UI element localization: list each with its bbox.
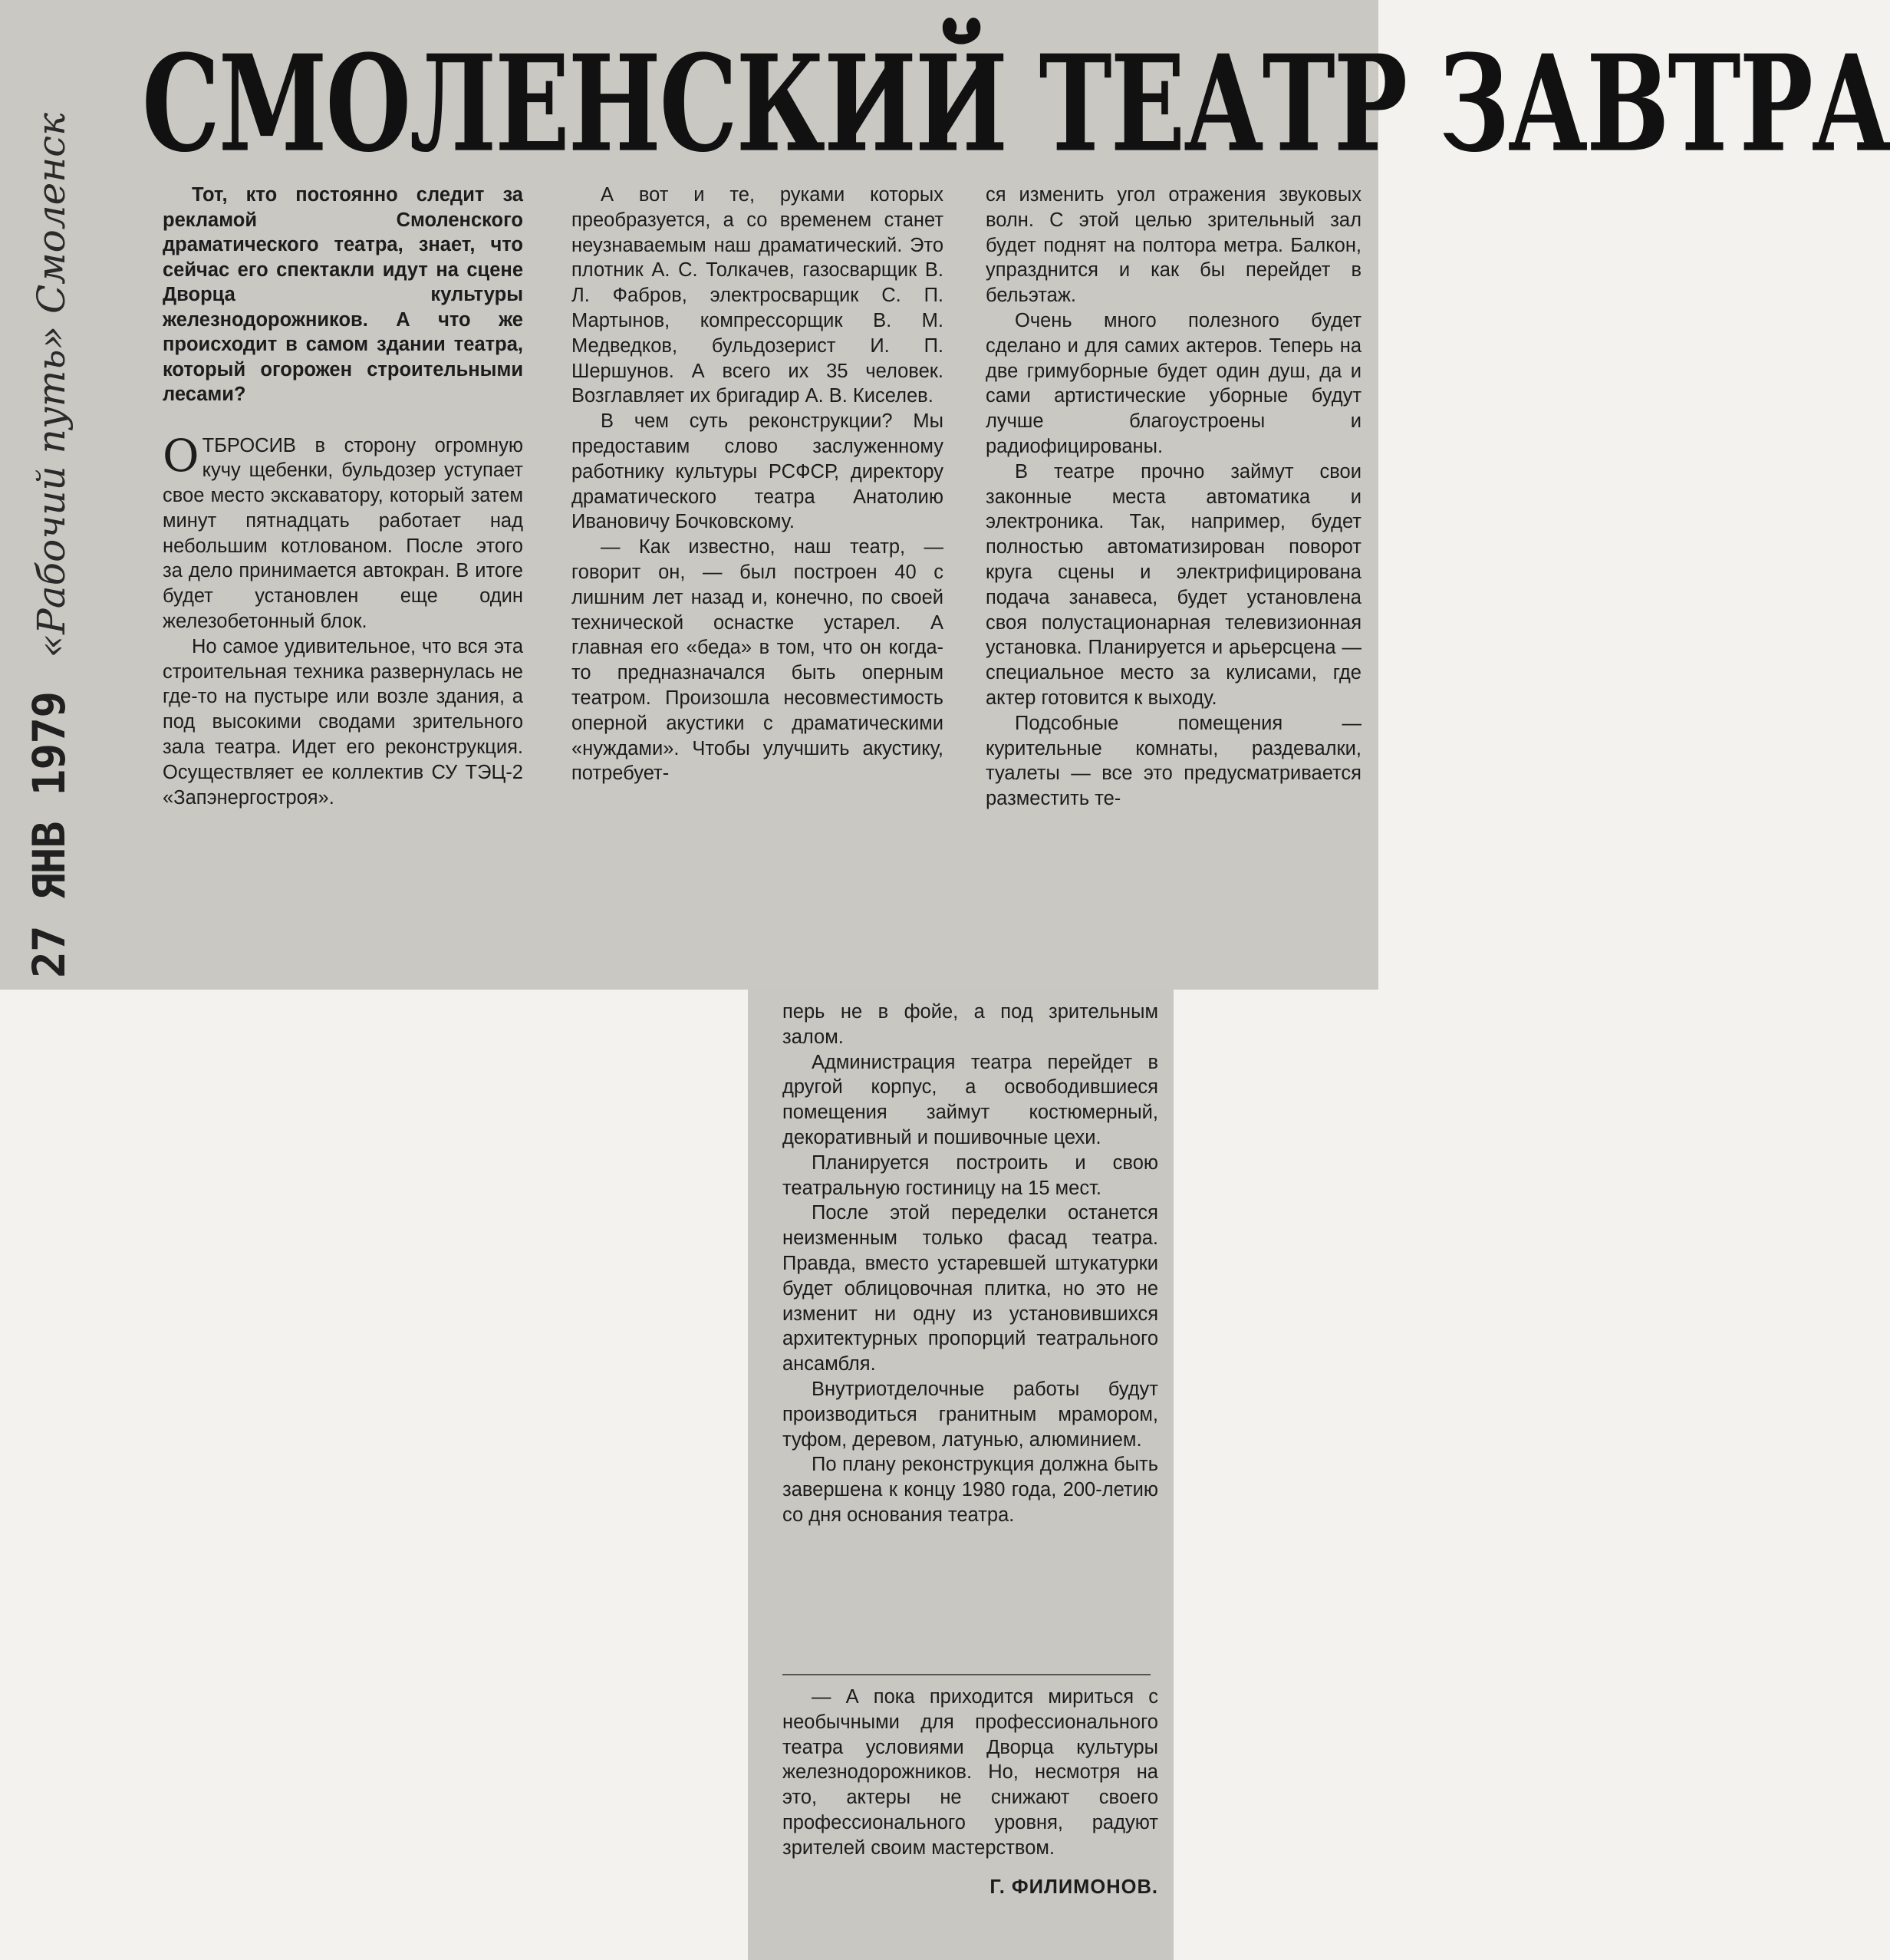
article-column-1 — [163, 183, 523, 810]
article-column-4 — [782, 1000, 1158, 1528]
paragraph: Внутриотделочные работы будут производиться гранитным мрамором, туфом, деревом, латунью, алюминием. — [782, 1378, 1158, 1451]
drop-cap: О — [163, 429, 199, 482]
paragraph: Но самое удивительное, что вся эта строительная техника развернулась не где-то на пустыре или возле здания, а под высокими сводами зрительного зала театра. Идет его реконструкция. Осуществляет ее коллектив СУ ТЭЦ-2 «Запэнергостроя». — [163, 635, 523, 809]
article-column-4-end — [782, 1685, 1158, 1899]
side-annotations — [23, 113, 75, 978]
paragraph: Очень много полезного будет сделано и для самих актеров. Теперь на две гримуборные будет один душ, да и сами артистические уборные будут лучше благоустроены и радиофицированы. — [986, 309, 1362, 457]
author-signature: Г. ФИЛИМОНОВ. — [989, 1876, 1158, 1898]
paragraph: По плану реконструкция должна быть завершена к концу 1980 года, 200-летию со дня основания театра. — [782, 1454, 1158, 1526]
paragraph: — Как известно, наш театр, — говорит он, — был построен 40 с лишним лет назад и, конечно, по своей технической оснастке устарел. А главная его «беда» в том, что он когда-то предназначался быть оперным театром. Произошла несовместимость оперной акустики с драматическими «нуждами». Чтобы улучшить акустику, потребует- — [571, 536, 943, 785]
article-lead: Тот, кто постоянно следит за рекламой Смоленского драматического театра, знает, что сейчас его спектакли идут на сцене Дворца культуры железнодорожников. А что же происходит в самом здании театра, который огорожен строительными лесами? — [163, 184, 523, 405]
paragraph: Подсобные помещения — курительные комнаты, раздевалки, туалеты — все это предусматривается разместить те- — [986, 712, 1362, 810]
paragraph: Администрация театра перейдет в другой корпус, а освободившиеся помещения займут костюмерный, декоративный и пошивочные цехи. — [782, 1051, 1158, 1148]
paragraph: В театре прочно займут свои законные места автоматика и электроника. Так, например, будет полностью автоматизирован поворот круга сцены и электрифицирована подача занавеса, будет установлена своя полустационарная телевизионная установка. Планируется и арьерсцена — специальное место за кулисами, где актер готовится к выходу. — [986, 460, 1362, 709]
paragraph — [163, 429, 523, 634]
paragraph: Планируется построить и свою театральную гостиницу на 15 мест. — [782, 1151, 1158, 1199]
headline: СМОЛЕНСКИЙ ТЕАТР ЗАВТРА — [142, 26, 1890, 183]
paragraph-text: ТБРОСИВ в сторону огромную кучу щебенки, бульдозер уступает свое место экскаватору, который затем минут пятнадцать работает над небольшим котлованом. После этого за дело принимается автокран. В итоге будет установлен еще один железобетонный блок. — [163, 434, 523, 633]
handwritten-source: «Рабочий путь» Смоленск — [29, 113, 74, 658]
paragraph: перь не в фойе, а под зрительным залом. — [782, 1001, 1158, 1048]
paragraph: А вот и те, руками которых преобразуется, а со временем станет неузнаваемым наш драматический. Это плотник А. С. Толкачев, газосварщик В. Л. Фабров, электросварщик С. П. Мартынов, компрессорщик В. М. Медведков, бульдозерист И. П. Шершунов. А всего их 35 человек. Возглавляет их бригадир А. В. Киселев. — [571, 184, 943, 407]
paragraph: ся изменить угол отражения звуковых волн. С этой целью зрительный зал будет поднят на полтора метра. Балкон, упразднится и как бы перейдет в бельэтаж. — [986, 184, 1362, 307]
paragraph: — А пока приходится мириться с необычными для профессионального театра условиями Дворца культуры железнодорожников. Но, несмотря на это, актеры не снижают своего профессионального уровня, радуют зрителей своим мастерством. — [782, 1686, 1158, 1859]
paragraph: После этой переделки останется неизменным только фасад театра. Правда, вместо устаревшей штукатурки будет облицовочная плитка, но это не изменит ни одну из установившихся архитектурных пропорций театрального ансамбля. — [782, 1202, 1158, 1375]
paragraph: В чем суть реконструкции? Мы предоставим слово заслуженному работнику культуры РСФСР, директору драматического театра Анатолию Ивановичу Бочковскому. — [571, 410, 943, 533]
article-column-2 — [571, 183, 943, 786]
section-divider — [782, 1674, 1151, 1675]
date-stamp: 27 ЯНВ 1979 — [23, 691, 75, 978]
article-column-3 — [986, 183, 1362, 812]
